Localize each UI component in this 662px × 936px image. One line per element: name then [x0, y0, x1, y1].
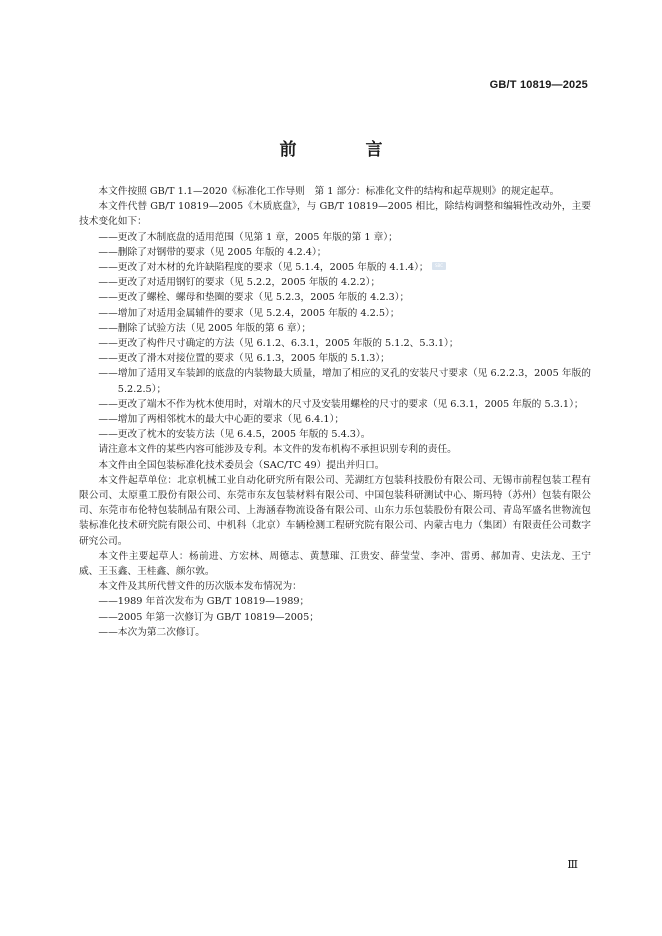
paragraph-proposer: 本文件由全国包装标准化技术委员会（SAC/TC 49）提出并归口。 [98, 459, 385, 471]
change-item: ——更改了螺栓、螺母和垫圈的要求（见 5.2.3，2005 年版的 4.2.3）； [98, 292, 410, 304]
page-title: 前 言 [279, 140, 409, 160]
change-item: ——增加了适用叉车装卸的底盘的内装物最大质量，增加了相应的叉孔的安装尺寸要求（见 6.2.2.3，2005 年版的 5.2.2.5）； [98, 368, 591, 395]
document-body [79, 184, 591, 640]
change-item: ——更改了木制底盘的适用范围（见第 1 章，2005 年版的第 1 章）； [98, 231, 398, 243]
paragraph-patent-notice: 请注意本文件的某些内容可能涉及专利。本文件的发布机构不承担识别专利的责任。 [98, 444, 457, 456]
paragraph-history-intro: 本文件及其所代替文件的历次版本发布情况为： [98, 581, 302, 593]
change-item: ——更改了对木材的允许缺陷程度的要求（见 5.1.4，2005 年版的 4.1.4）； [98, 262, 429, 274]
history-item: ——2005 年第一次修订为 GB/T 10819—2005； [98, 611, 319, 623]
change-item: ——增加了对适用金属辅件的要求（见 5.2.4，2005 年版的 4.2.5）； [98, 307, 400, 319]
change-item: ——更改了对适用钢钉的要求（见 5.2.2，2005 年版的 4.2.2）； [98, 277, 381, 289]
change-item: ——增加了两相邻枕木的最大中心距的要求（见 6.4.1）； [98, 414, 345, 426]
change-item: ——更改了枕木的安装方法（见 6.4.5，2005 年版的 5.4.3）。 [98, 429, 371, 441]
watermark-logo: SBC [432, 262, 446, 270]
change-item: ——更改了端木不作为枕木使用时，对端木的尺寸及安装用螺栓的尺寸的要求（见 6.3.1，2005 年版的 5.3.1）； [98, 398, 584, 410]
change-item: ——更改了构件尺寸确定的方法（见 6.1.2、6.3.1，2005 年版的 5.1.2、5.3.1）； [98, 338, 459, 350]
paragraph-drafting-units: 本文件起草单位：北京机械工业自动化研究所有限公司、芜湖红方包装科技股份有限公司、无锡市前程包装工程有限公司、太原重工股份有限公司、东莞市东友包装材料有限公司、中国包装科研测试中心、斯玛特（苏州）包装有限公司、东莞市布伦特包装制品有限公司、上海涵春物流设备有限公司、山东力乐包装股份有限公司、青岛军盛名世物流包装标准化技术研究院有限公司、中机科（北京）车辆检测工程研究院有限公司、内蒙古电力（集团）有限责任公司数字研究公司。 [79, 474, 591, 547]
change-item: ——删除了对钢带的要求（见 2005 年版的 4.2.4）； [98, 246, 327, 258]
change-item: ——删除了试验方法（见 2005 年版的第 6 章）； [98, 322, 312, 334]
paragraph-replacement: 本文件代替 GB/T 10819—2005《木质底盘》，与 GB/T 10819—2005 相比，除结构调整和编辑性改动外，主要技术变化如下： [79, 201, 591, 228]
page-number: Ⅲ [567, 858, 578, 871]
paragraph-drafting-rules: 本文件按照 GB/T 1.1—2020《标准化工作导则 第 1 部分：标准化文件的结构和起草规则》的规定起草。 [98, 186, 560, 197]
standard-code: GB/T 10819—2025 [489, 79, 588, 91]
change-item: ——更改了滑木对接位置的要求（见 6.1.3，2005 年版的 5.1.3）； [98, 353, 390, 365]
history-item: ——本次为第二次修订。 [98, 626, 205, 638]
paragraph-drafters: 本文件主要起草人：杨前进、方宏林、周德志、黄慧璀、江贵安、薛莹莹、李冲、雷勇、郝加青、史法龙、王宁威、王玉鑫、王桂鑫、颜尔敦。 [79, 550, 591, 578]
history-item: ——1989 年首次发布为 GB/T 10819—1989； [98, 596, 310, 608]
